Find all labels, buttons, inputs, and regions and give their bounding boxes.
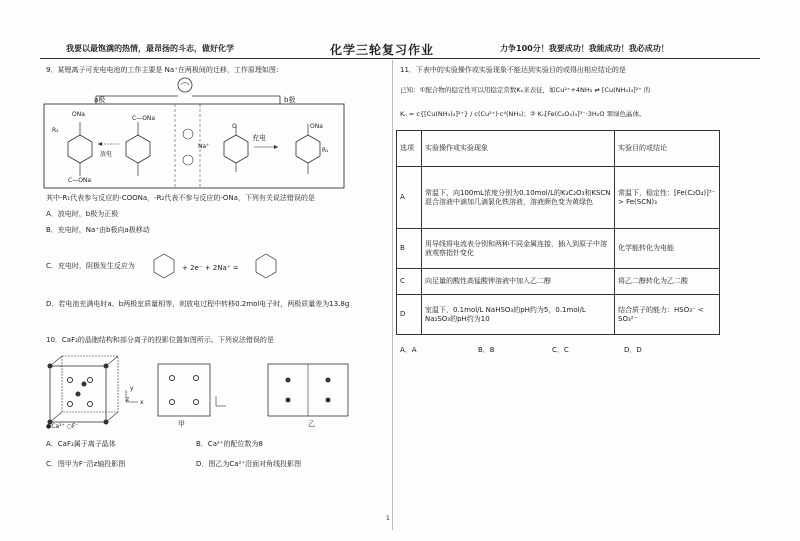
table-row (397, 167, 720, 229)
header-left-slogan: 我要以最饱满的热情，最昂扬的斗志，做好化学 (66, 44, 234, 53)
row-d-option: D (397, 295, 422, 335)
row-b-conclusion: 化学能转化为电能 (615, 229, 720, 269)
header-rule (40, 58, 760, 59)
row-b-option: B (397, 229, 422, 269)
axis-label-z: z (126, 396, 130, 403)
row-c-operation: 向足量的酸性高锰酸钾溶液中加入乙二醇 (422, 269, 615, 295)
label-b-electrode: b极 (284, 96, 296, 104)
q9-stem: 9．某锂离子可充电电池的工作主要是 Na⁺在两极间的迁移，工作原理如图： (46, 66, 283, 74)
column-divider (392, 60, 393, 530)
q10-option-d: D．图乙为Ca²⁺沿面对角线投影图 (196, 460, 302, 468)
q10-crystal-figures (40, 350, 380, 430)
q11-choice-c: C．C (552, 346, 569, 354)
chem-r2-1: R₂ (52, 127, 59, 134)
header-right-slogan: 力争100分！我要成功！我能成功！我必成功！ (500, 44, 669, 53)
row-c-conclusion: 将乙二醇转化为乙二酸 (615, 269, 720, 295)
header-conclusion: 实验目的或结论 (615, 131, 720, 167)
row-b-operation: 用导线将电流表分别和两种不同金属连接，插入到原子中溶液观察指针变化 (422, 229, 615, 269)
chem-ona-1: ONa (72, 111, 85, 118)
q9-description: 其中-R₁代表参与反应的-COONa，-R₂代表不参与反应的-ONa，下列有关说法错误的是 (46, 194, 315, 202)
chem-ona-2: ONa (310, 123, 323, 130)
table-row (397, 229, 720, 269)
q11-experiment-table (396, 130, 720, 335)
na-plus-label: Na⁺ (198, 143, 210, 150)
row-c-option: C (397, 269, 422, 295)
q11-choice-b: B．B (478, 346, 495, 354)
q11-known-line2: Kₙ = c{[Cu(NH₃)₄]²⁺} / c(Cu²⁺)·c⁴(NH₃)；② Kₙ[Fe(C₂O₄)₃]³⁻·3H₂O 翠绿色晶体。 (400, 110, 646, 118)
q9-battery-diagram (40, 76, 380, 192)
label-a-electrode: a极 (94, 96, 106, 104)
chem-r1: R₁ (322, 147, 329, 154)
q9-option-d: D．若电池充满电时a、b两极室质量相等，则放电过程中转移0.2mol电子时，两极质量差为13.8g (46, 300, 350, 308)
table-header-row (397, 131, 720, 167)
q10-option-c: C．图甲为F⁻沿z轴投影图 (46, 460, 126, 468)
axis-label-x: x (140, 399, 144, 406)
row-a-operation: 常温下，向100mL浓度分别为0.10mol/L的K₃C₂O₃和KSCN混合溶液中滴加几滴氯化铁溶液，溶液颜色变为黄绿色 (422, 167, 615, 229)
page-number: 1 (386, 515, 390, 522)
table-row (397, 295, 720, 335)
charge-label: 充电 (252, 134, 266, 142)
chem-cona-2: C—ONa (68, 177, 92, 184)
chem-cona-1: C—ONa (132, 115, 156, 122)
q10-option-a: A．CaF₂属于离子晶体 (46, 440, 116, 448)
header-operation: 实验操作或实验现象 (422, 131, 615, 167)
chem-o: O (232, 123, 237, 130)
q9-equation-middle: + 2e⁻ + 2Na⁺ = (182, 264, 239, 272)
row-d-operation: 室温下，0.1mol/L NaHSO₃的pH约为5，0.1mol/L Na₂SO₃的pH约为10 (422, 295, 615, 335)
axis-label-y: y (130, 385, 134, 392)
q9-option-c: C．充电时，阴极发生反应为 (46, 262, 135, 270)
q10-stem: 10．CaF₂的晶胞结构和部分离子的投影位置如图所示。下列说法错误的是 (46, 336, 274, 344)
q11-choice-a: A．A (400, 346, 417, 354)
row-d-conclusion: 结合质子的能力：HSO₃⁻ < SO₃²⁻ (615, 295, 720, 335)
q9-option-b: B．充电时，Na⁺由b极向a极移动 (46, 226, 150, 234)
q11-choice-d: D．D (624, 346, 642, 354)
q11-known-line1: 已知：①配合物的稳定性可以用稳定常数Kₙ来表征，如Cu²⁺+4NH₃ ⇌ [Cu(NH₃)₄]²⁺ 的 (400, 86, 651, 94)
q9-option-a: A．放电时，b极为正极 (46, 210, 119, 218)
q10-legend: ●Ca²⁺ ○F⁻ (46, 423, 79, 430)
table-row (397, 269, 720, 295)
row-a-option: A (397, 167, 422, 229)
q10-option-b: B．Ca²⁺的配位数为8 (196, 440, 263, 448)
discharge-label: 放电 (100, 151, 113, 158)
fig-label-yi: 乙 (308, 420, 315, 428)
fig-label-jia: 甲 (178, 420, 185, 428)
q11-stem: 11．下表中的实验操作或实验现象不能达到实验目的或得出相应结论的是 (400, 66, 626, 74)
header-option: 选项 (397, 131, 422, 167)
row-a-conclusion: 常温下，稳定性：[Fe(C₂O₄)]³⁻ > Fe(SCN)₃ (615, 167, 720, 229)
page-title: 化学三轮复习作业 (330, 43, 435, 57)
